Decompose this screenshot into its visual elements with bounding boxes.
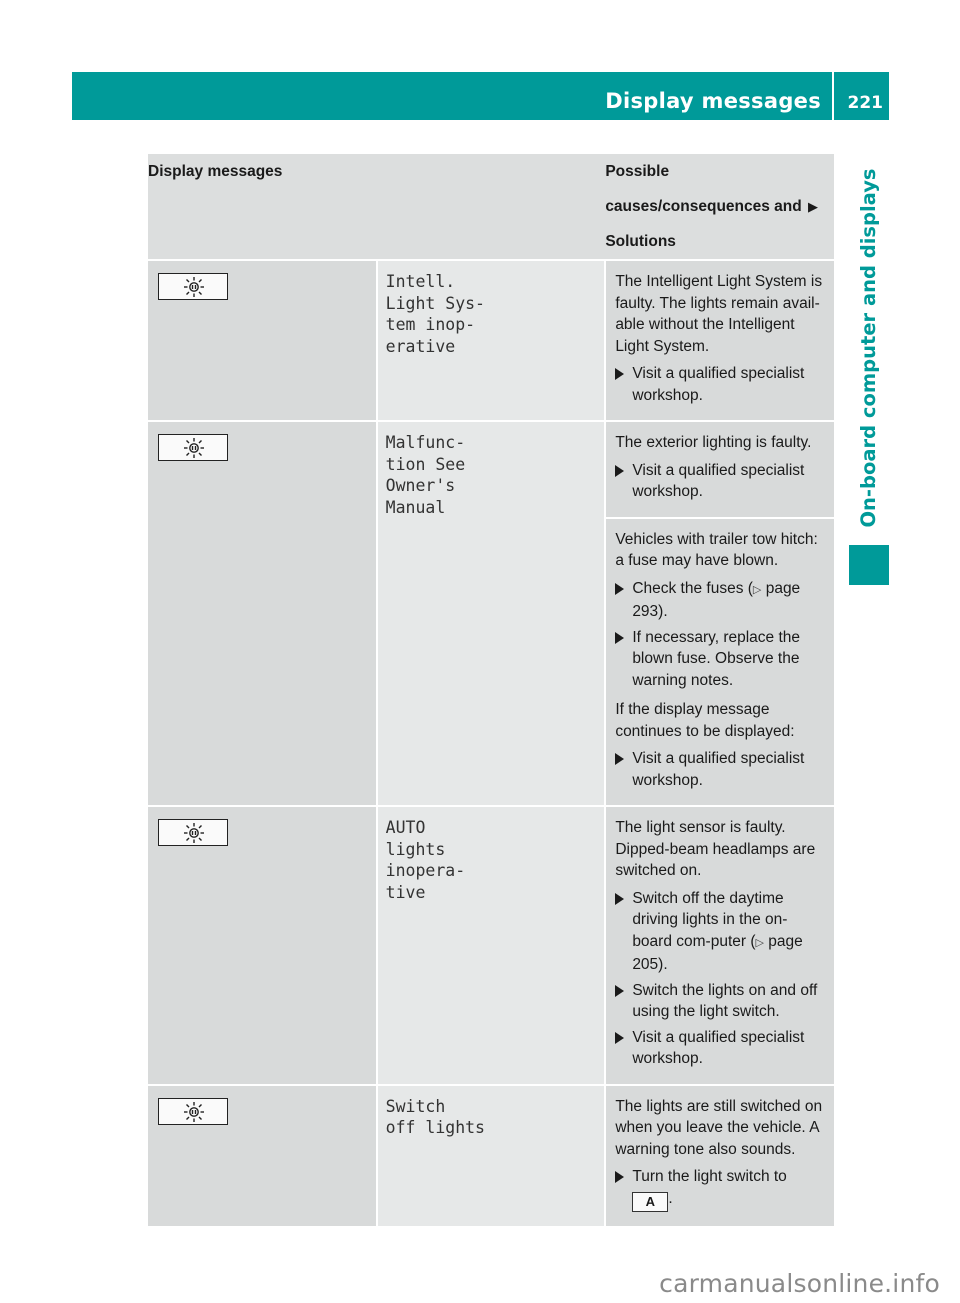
side-tab-label: On-board computer and displays <box>857 168 880 528</box>
table-row <box>148 1085 834 1227</box>
table-row <box>148 421 834 806</box>
light-bulb-icon <box>158 1098 228 1125</box>
message-cell <box>377 806 606 1085</box>
table-row <box>148 806 834 1085</box>
icon-cell <box>148 421 377 806</box>
side-tab-marker <box>849 545 889 585</box>
solution-step <box>615 578 826 623</box>
solution-step <box>615 460 826 503</box>
cause-text: The Intelligent Light System is faulty. The lights remain avail-able without the Intelligent Light System. <box>615 273 823 355</box>
step-text-end: . <box>668 1189 673 1207</box>
cause-text: The lights are still switched on when you leave the vehicle. A warning tone also sounds. <box>615 1097 823 1158</box>
light-bulb-icon <box>158 819 228 846</box>
step-text: Switch off the daytime driving lights in the on-board com-puter ( <box>632 889 788 950</box>
step-arrow-icon <box>615 753 624 765</box>
step-arrow-icon <box>615 985 624 997</box>
step-text: Check the fuses ( <box>632 579 753 597</box>
icon-cell <box>148 1085 377 1227</box>
solution-step <box>615 627 826 692</box>
message-cell <box>377 421 606 806</box>
column-header-causes-text: Possible causes/consequences and <box>605 163 802 215</box>
step-text: Visit a qualified specialist workshop. <box>632 750 805 789</box>
step-arrow-icon <box>615 368 624 380</box>
display-message: AUTO lights inopera- tive <box>385 818 466 902</box>
step-text: Visit a qualified specialist workshop. <box>632 461 805 500</box>
step-text-ref[interactable]: page 205). <box>632 932 803 973</box>
page-ref-icon: ▷ <box>752 583 762 596</box>
cause-text: The exterior lighting is faulty. <box>615 434 812 451</box>
step-arrow-icon <box>615 583 624 595</box>
solution-cell <box>605 260 834 421</box>
condition-text: If the display message continues to be displayed: <box>615 701 795 740</box>
column-header-causes <box>605 154 834 260</box>
solution-step <box>615 363 826 406</box>
step-text: Visit a qualified specialist workshop. <box>632 1028 805 1067</box>
step-arrow-icon <box>615 893 624 905</box>
step-text: Switch the lights on and off using the light switch. <box>632 981 818 1020</box>
page-ref-icon: ▷ <box>755 936 764 949</box>
light-bulb-icon <box>158 434 228 461</box>
step-arrow-icon <box>615 632 624 644</box>
solution-step <box>615 888 826 976</box>
header-divider <box>832 72 834 120</box>
message-cell <box>377 1085 606 1227</box>
step-arrow-icon <box>615 465 624 477</box>
display-message: Switch off lights <box>385 1096 485 1137</box>
display-message: Intell. Light Sys- tem inop- erative <box>385 272 485 356</box>
table-header-row <box>148 154 834 260</box>
cause-text: The light sensor is faulty. Dipped-beam headlamps are switched on. <box>615 819 816 879</box>
step-arrow-icon <box>615 1171 624 1183</box>
display-messages-table <box>148 154 834 1228</box>
light-bulb-icon <box>158 273 228 300</box>
step-text: Turn the light switch to <box>632 1168 787 1185</box>
solution-step <box>615 748 826 791</box>
light-switch-auto-icon: A <box>632 1192 668 1212</box>
step-text: Visit a qualified specialist workshop. <box>632 365 805 404</box>
page-title: Display messages <box>605 89 821 113</box>
solution-cell <box>605 421 834 806</box>
watermark: carmanualsonline.info <box>659 1269 940 1298</box>
header-bar <box>72 72 889 120</box>
page-number: 221 <box>847 93 883 113</box>
step-text-ref[interactable]: page 293). <box>632 579 801 620</box>
column-header-display: Display messages <box>148 154 605 260</box>
display-message: Malfunc- tion See Owner's Manual <box>385 433 466 517</box>
icon-cell <box>148 806 377 1085</box>
icon-cell <box>148 260 377 421</box>
solution-cell <box>605 806 834 1085</box>
cause-text: Vehicles with trailer tow hitch: a fuse may have blown. <box>615 530 818 569</box>
solution-cell <box>605 1085 834 1227</box>
step-arrow-icon <box>615 1032 624 1044</box>
play-arrow-icon: ▶ <box>808 199 819 214</box>
message-cell <box>377 260 606 421</box>
solution-step <box>615 1166 826 1212</box>
step-text: If necessary, replace the blown fuse. Observe the warning notes. <box>632 628 801 689</box>
column-header-solutions-text: Solutions <box>605 233 676 250</box>
solution-step <box>615 980 826 1023</box>
solution-step <box>615 1027 826 1070</box>
trailer-hitch-section <box>606 517 834 806</box>
table-row <box>148 260 834 421</box>
